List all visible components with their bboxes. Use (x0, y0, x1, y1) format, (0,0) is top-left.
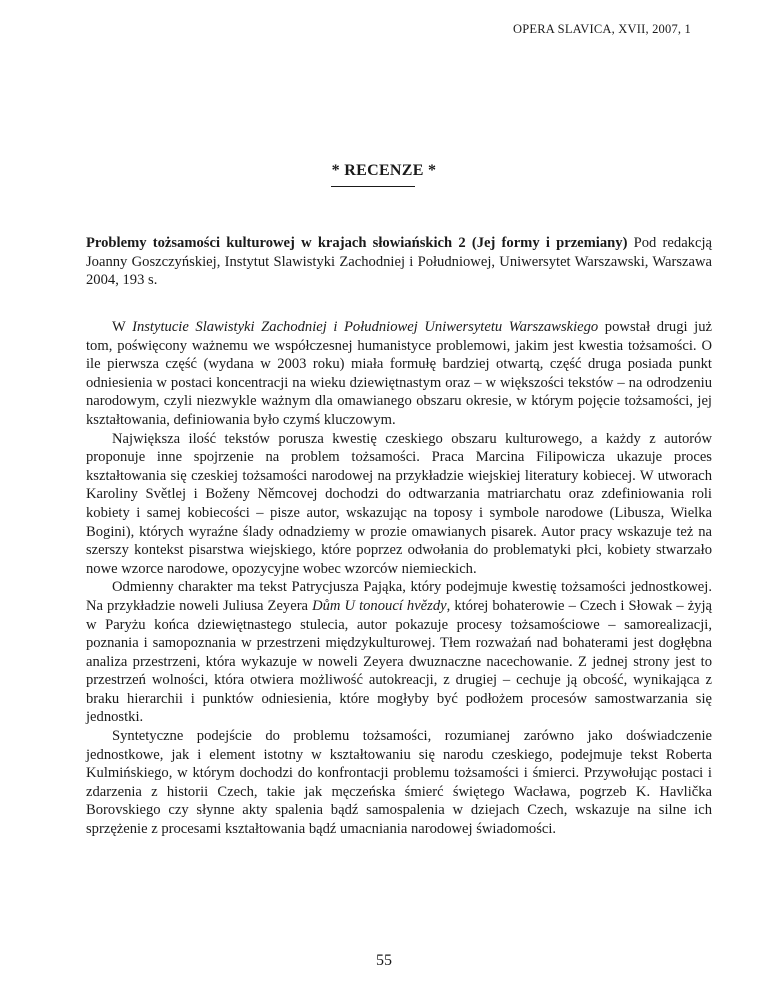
work-title: Dům U tonoucí hvězdy (312, 597, 447, 614)
paragraph-1-rest: powstał drugi już tom, poświęcony ważnemu we współczesnej humanistyce problemowi, jakim jest kwestia tożsamości. O ile pierwsza część (wydana w 2003 roku) miała formułę bardziej otwartą, część druga posiada punkt odniesienia w postaci koncentracji na wieku dziewiętnastym oraz – w większości tekstów – na odrodzeniu narodowym, czyli niezwykle ważnym dla omawianego obszaru okresie, w którym pojęcie tożsamości, jej kształtowania, definiowania było czymś kluczowym. (86, 319, 712, 428)
paragraph-3-start: Odmienny charakter ma tekst Patrycjusza Pająka, który podejmuje kwestię tożsamości jednostkowej. Na przykładzie noweli Juliusa Zeyera (86, 579, 712, 614)
paragraph-3-rest: , której bohaterowie – Czech i Słowak – żyją w Paryżu końca dziewiętnastego stulecia, autor pokazuje procesy tożsamościowe – samorealizacji, poznania i samopoznania w przestrzeni międzykulturowej. Tłem rozważań nad bohaterami jest dogłębna analiza przestrzeni, która wykazuje w noweli Zeyera dwuznaczne nacechowanie. Z jednej strony jest to przestrzeń wolności, która otwiera możliwość autokreacji, z drugiej – cechuje ją obcość, wynikająca z braku hierarchii i punktów odniesienia, które mogłyby być podłożem procesów samostwarzania się jednostki. (86, 597, 713, 726)
paragraph-3 (86, 578, 712, 727)
paragraph-1 (86, 318, 712, 430)
title-underline (331, 186, 415, 187)
book-details: Pod redakcją Joanny Goszczyńskiej, Instytut Slawistyki Zachodniej i Południowej, Uniwersytet Warszawski, Warszawa 2004, 193 s. (86, 235, 712, 289)
paragraph-1-start: W (112, 319, 133, 335)
section-title: * RECENZE * (331, 162, 437, 179)
page-number: 55 (376, 952, 392, 969)
institute-name: Instytucie Slawistyki Zachodniej i Południowej Uniwersytetu Warszawskiego (132, 319, 599, 335)
paragraph-4: Syntetyczne podejście do problemu tożsamości, rozumianej zarówno jako doświadczenie jednostkowe, jak i element istotny w kształtowaniu się narodu czeskiego, podejmuje tekst Roberta Kulmińskiego, w którym dochodzi do konfrontacji problemu tożsamości i śmierci. Przywołując postaci i zdarzenia z historii Czech, takie jak męczeńska śmierć świętego Wacława, pogrzeb K. Havlička Borovskiego czy słynne akty spalenia bądź samospalenia w dziejach Czech, wskazuje na silne ich sprzężenie z procesami kształtowania bądź umacniania narodowej świadomości. (86, 728, 712, 838)
review-body (86, 318, 712, 839)
book-citation (86, 234, 712, 290)
book-title: Problemy tożsamości kulturowej w krajach słowiańskich 2 (Jej formy i przemiany) (86, 235, 628, 251)
running-header: OPERA SLAVICA, XVII, 2007, 1 (513, 22, 691, 36)
paragraph-2: Największa ilość tekstów porusza kwestię czeskiego obszaru kulturowego, a każdy z autorów proponuje inne spojrzenie na problem tożsamości. Praca Marcina Filipowicza ukazuje proces kształtowania się czeskiej tożsamości narodowej na przykładzie wiejskiej literatury kobiecej. W utworach Karoliny Světlej i Boženy Němcovej dochodzi do odtwarzania matriarchatu oraz zdefiniowania roli kobiety i samej kobiecości – pisze autor, wskazując na toposy i symbole narodowe (Libusza, Wielka Bogini), których wyraźne ślady odnadziemy w prozie omawianych pisarek. Autor pracy wskazuje też na szerszy kontekst pisarstwa wiejskiego, które poprzez odwołania do problematyki płci, kobiety stwarzało nowe wzorce narodowe, opozycyjne wobec wzorców niemieckich. (86, 430, 712, 577)
